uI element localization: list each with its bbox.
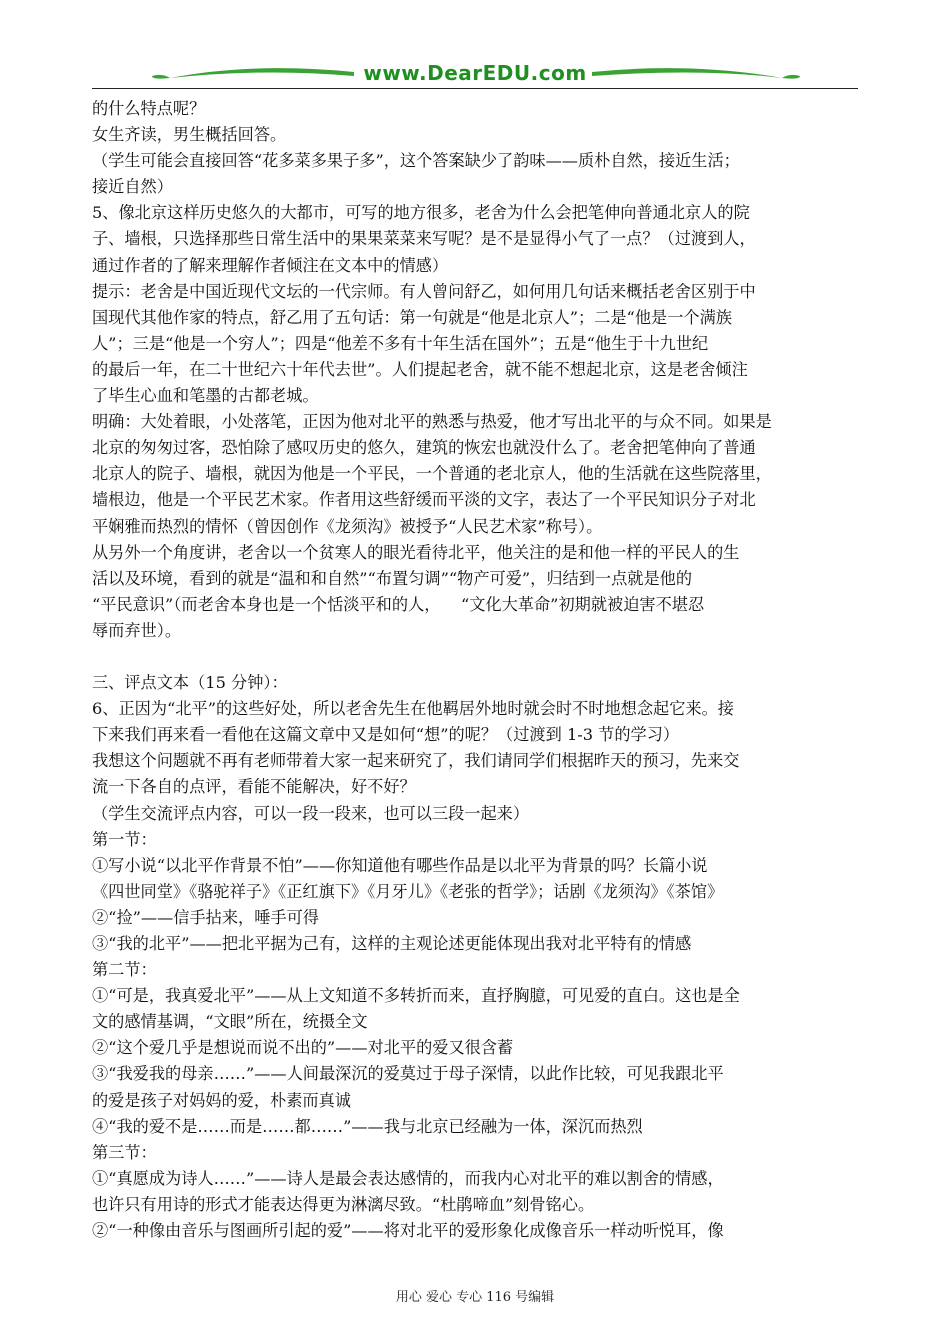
text-line: 我想这个问题就不再有老师带着大家一起来研究了，我们请同学们根据昨天的预习，先来交 bbox=[92, 751, 740, 771]
page-footer: 用心 爱心 专心 116 号编辑 bbox=[395, 1290, 555, 1305]
text-line: ③“我的北平”——把北平据为己有，这样的主观论述更能体现出我对北平特有的情感 bbox=[92, 934, 692, 953]
text-line: 6、正因为“北平”的这些好处，所以老舍先生在他羁居外地时就会时不时地想念起它来。接 bbox=[92, 699, 734, 719]
text-line: 的爱是孩子对妈妈的爱，朴素而真诚 bbox=[92, 1090, 351, 1110]
header-rule bbox=[92, 88, 858, 89]
text-line: 子、墙根，只选择那些日常生活中的果果菜菜来写呢？是不是显得小气了一点？（过渡到人， bbox=[92, 229, 756, 249]
text-line: 也许只有用诗的形式才能表达得更为淋漓尽致。“杜鹃啼血”刻骨铭心。 bbox=[92, 1194, 595, 1214]
site-header bbox=[92, 58, 858, 92]
text-line: 5、像北京这样历史悠久的大都市，可写的地方很多，老舍为什么会把笔伸向普通北京人的院 bbox=[92, 203, 750, 223]
document-body bbox=[92, 96, 858, 1244]
text-line: 三、评点文本（15 分钟）： bbox=[92, 673, 288, 693]
text-line: 北京人的院子、墙根，就因为他是一个平民，一个普通的老北京人，他的生活就在这些院落里， bbox=[92, 464, 772, 484]
text-line: 活以及环境，看到的就是“温和和自然”“布置匀调”“物产可爱”，归结到一点就是他的 bbox=[92, 568, 693, 588]
text-line: 第一节： bbox=[92, 829, 157, 849]
text-line: ②“这个爱几乎是想说而说不出的”——对北平的爱又很含蓄 bbox=[92, 1038, 514, 1058]
text-line: 《四世同堂》《骆驼祥子》《正红旗下》《月牙儿》《老张的哲学》；话剧《龙须沟》《茶馆》 bbox=[92, 881, 724, 901]
text-line: 国现代其他作家的特点，舒乙用了五句话：第一句就是“他是北京人”；二是“他是一个满族 bbox=[92, 307, 732, 327]
text-line: 第二节： bbox=[92, 960, 157, 980]
text-line: 辱而弃世）。 bbox=[92, 620, 182, 640]
text-line: 的最后一年，在二十世纪六十年代去世”。人们提起老舍，就不能不想起北京，这是老舍倾注 bbox=[92, 359, 748, 379]
text-line: 通过作者的了解来理解作者倾注在文本中的情感） bbox=[92, 255, 449, 275]
text-line: ①“真愿成为诗人……”——诗人是最会表达感情的，而我内心对北平的难以割舍的情感， bbox=[92, 1168, 724, 1188]
text-line: ④“我的爱不是……而是……都……”——我与北京已经融为一体，深沉而热烈 bbox=[92, 1116, 643, 1136]
text-line: ②“一种像由音乐与图画所引起的爱”——将对北平的爱形象化成像音乐一样动听悦耳，像 bbox=[92, 1221, 724, 1241]
text-line: 明确：大处着眼，小处落笔，正因为他对北平的熟悉与热爱，他才写出北平的与众不同。如果是 bbox=[92, 412, 772, 432]
text-line: 流一下各自的点评，看能不能解决，好不好？ bbox=[92, 777, 416, 797]
text-line bbox=[92, 644, 858, 670]
text-line: ③“我爱我的母亲……”——人间最深沉的爱莫过于母子深情，以此作比较，可见我跟北平 bbox=[92, 1064, 724, 1084]
text-line: 墙根边，他是一个平民艺术家。作者用这些舒缓而平淡的文字，表达了一个平民知识分子对北 bbox=[92, 490, 756, 510]
text-line: 平娴雅而热烈的情怀（曾因创作《龙须沟》被授予“人民艺术家”称号）。 bbox=[92, 516, 603, 536]
text-line: ①“可是，我真爱北平”——从上文知道不多转折而来，直抒胸臆，可见爱的直白。这也是全 bbox=[92, 986, 740, 1006]
text-line: 女生齐读，男生概括回答。 bbox=[92, 125, 287, 145]
text-line: “平民意识”（而老舍本身也是一个恬淡平和的人， “文化大革命”初期就被迫害不堪忍 bbox=[92, 594, 705, 614]
text-line: 北京的匆匆过客，恐怕除了感叹历史的悠久，建筑的恢宏也就没什么了。老舍把笔伸向了普通 bbox=[92, 438, 756, 458]
text-line: 从另外一个角度讲，老舍以一个贫寒人的眼光看待北平，他关注的是和他一样的平民人的生 bbox=[92, 542, 740, 562]
text-line: 提示：老舍是中国近现代文坛的一代宗师。有人曾问舒乙，如何用几句话来概括老舍区别于中 bbox=[92, 281, 756, 301]
text-line: 文的感情基调，“文眼”所在，统摄全文 bbox=[92, 1012, 368, 1032]
text-line: 了毕生心血和笔墨的古都老城。 bbox=[92, 386, 319, 406]
text-line: 接近自然） bbox=[92, 177, 173, 197]
text-line: 第三节： bbox=[92, 1142, 157, 1162]
text-line: ②“捡”——信手拈来，唾手可得 bbox=[92, 907, 319, 927]
text-line: （学生可能会直接回答“花多菜多果子多”，这个答案缺少了韵味——质朴自然，接近生活； bbox=[92, 151, 740, 171]
text-line: 的什么特点呢？ bbox=[92, 99, 206, 118]
text-line: 下来我们再来看一看他在这篇文章中又是如何“想”的呢？（过渡到 1-3 节的学习） bbox=[92, 725, 680, 745]
text-line: （学生交流评点内容，可以一段一段来，也可以三段一起来） bbox=[92, 803, 530, 823]
text-line: 人”；三是“他是一个穷人”；四是“他差不多有十年生活在国外”；五是“他生于十九世纪 bbox=[92, 333, 709, 353]
site-brand: www.DearEDU.com bbox=[363, 61, 587, 85]
text-line: ①写小说“以北平作背景不怕”——你知道他有哪些作品是以北平为背景的吗？长篇小说 bbox=[92, 855, 708, 875]
